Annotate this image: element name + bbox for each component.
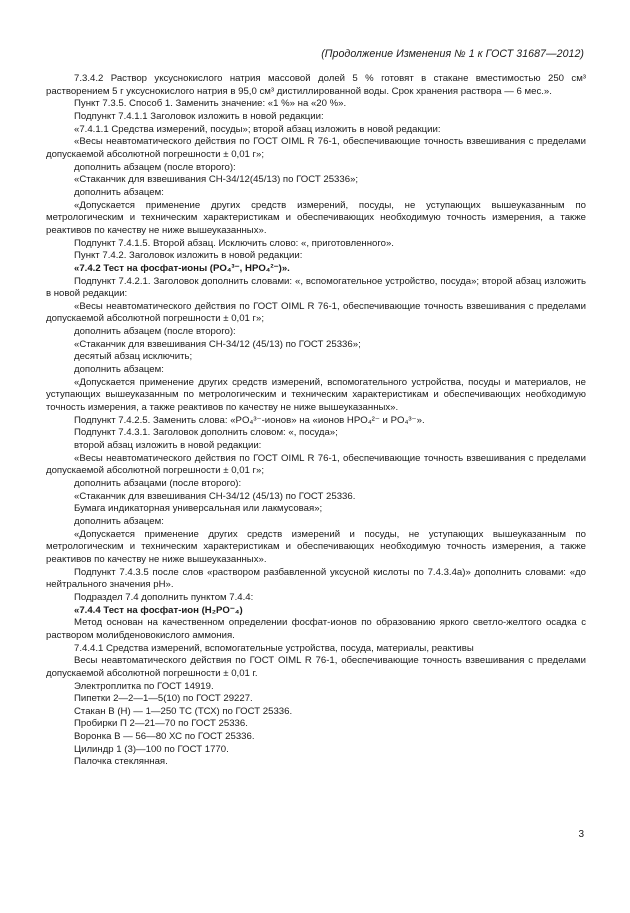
running-header: (Продолжение Изменения № 1 к ГОСТ 31687—2012) (321, 48, 584, 60)
paragraph: дополнить абзацем (после второго): (74, 161, 236, 173)
paragraph: Подпункт 7.4.1.5. Второй абзац. Исключить слово: «, приготовленного». (74, 237, 394, 249)
list-item: Пипетки 2—2—1—5(10) по ГОСТ 29227. (74, 693, 253, 705)
paragraph: дополнить абзацем (после второго): (74, 326, 236, 338)
list-item: Палочка стеклянная. (74, 756, 168, 768)
paragraph: дополнить абзацем: (74, 515, 164, 527)
page-number: 3 (578, 829, 584, 840)
paragraph: «Допускается применение других средств измерений, вспомогательного устройства, посуды и материалов, не уступающих вышеуказанным по метрологическим и техническим характеристикам и обеспечивающих необходимую точность измерения, а также реактивов по качеству не ниже вышеуказанных». (46, 376, 586, 414)
paragraph: 7.3.4.2 Раствор уксуснокислого натрия массовой долей 5 % готовят в стакане вместимостью 250 см³ растворением 5 г уксуснокислого натрия в 95,0 см³ дистиллированной воды. Срок хранения раствора — 6 мес.». (46, 73, 586, 97)
paragraph: Подпункт 7.4.3.5 после слов «раствором разбавленной уксусной кислоты по 7.4.3.4а)» дополнить словами: «до нейтрального значения рН». (46, 566, 586, 591)
paragraph: Пункт 7.4.2. Заголовок изложить в новой редакции: (74, 250, 303, 262)
document-body (46, 73, 586, 769)
paragraph: «Стаканчик для взвешивания СН-34/12 (45/13) по ГОСТ 25336. (74, 490, 356, 502)
paragraph: «Допускается применение других средств измерений, посуды, не уступающих вышеуказанным по метрологическим и техническим характеристикам и обеспечивающих необходимую точность измерения, а также реактивов по качеству не ниже вышеуказанных». (46, 199, 586, 236)
section-heading: «7.4.4 Тест на фосфат-ион (H₂PO⁻₄) (74, 604, 243, 616)
paragraph: дополнить абзацем: (74, 186, 164, 198)
paragraph: «Допускается применение других средств измерений и посуды, не уступающих вышеуказанным по метрологическим и техническим характеристикам и обеспечивающих необходимую точность измерения, а также реактивов по качеству не ниже вышеуказанных». (46, 528, 586, 565)
paragraph: Пункт 7.3.5. Способ 1. Заменить значение: «1 %» на «20 %». (74, 98, 347, 110)
list-item: Электроплитка по ГОСТ 14919. (74, 680, 214, 692)
paragraph: «Весы неавтоматического действия по ГОСТ OIML R 76-1, обеспечивающие точность взвешивания с пределами допускаемой абсолютной погрешности ± 0,01 г»; (46, 300, 586, 325)
paragraph: 7.4.4.1 Средства измерений, вспомогательные устройства, посуда, материалы, реактивы (74, 642, 474, 654)
paragraph: Бумага индикаторная универсальная или лакмусовая»; (74, 503, 323, 515)
paragraph: «Стаканчик для взвешивания СН-34/12(45/13) по ГОСТ 25336»; (74, 174, 359, 186)
paragraph: «Весы неавтоматического действия по ГОСТ OIML R 76-1, обеспечивающие точность взвешивания с пределами допускаемой абсолютной погрешности ± 0,01 г»; (46, 452, 586, 477)
list-item: Стакан В (Н) — 1—250 ТС (ТСХ) по ГОСТ 25336. (74, 705, 293, 717)
paragraph: второй абзац изложить в новой редакции: (74, 440, 262, 452)
paragraph: десятый абзац исключить; (74, 351, 193, 363)
paragraph: Подпункт 7.4.2.1. Заголовок дополнить словами: «, вспомогательное устройство, посуда»; второй абзац изложить в новой редакции: (46, 275, 586, 300)
paragraph: «Стаканчик для взвешивания СН-34/12 (45/13) по ГОСТ 25336»; (74, 338, 361, 350)
list-item: Воронка В — 56—80 ХС по ГОСТ 25336. (74, 731, 255, 743)
paragraph: Подпункт 7.4.1.1 Заголовок изложить в новой редакции: (74, 110, 324, 122)
paragraph: Весы неавтоматического действия по ГОСТ OIML R 76-1, обеспечивающие точность взвешивания с пределами допускаемой абсолютной погрешности ± 0,01 г. (46, 655, 586, 679)
paragraph: «Весы неавтоматического действия по ГОСТ OIML R 76-1, обеспечивающие точность взвешивания с пределами допускаемой абсолютной погрешности ± 0,01 г»; (46, 136, 586, 160)
paragraph: Подраздел 7.4 дополнить пунктом 7.4.4: (74, 591, 254, 603)
paragraph: «7.4.1.1 Средства измерений, посуды»; второй абзац изложить в новой редакции: (74, 123, 441, 135)
section-heading: «7.4.2 Тест на фосфат-ионы (PO₄³⁻, HPO₄²⁻)». (74, 262, 290, 274)
paragraph: Подпункт 7.4.2.5. Заменить слова: «PO₄³⁻-ионов» на «ионов HPO₄²⁻ и PO₄³⁻». (74, 414, 425, 426)
paragraph: дополнить абзацами (после второго): (74, 478, 242, 489)
paragraph: Подпункт 7.4.3.1. Заголовок дополнить словом: «, посуда»; (74, 427, 338, 439)
paragraph: дополнить абзацем: (74, 364, 164, 376)
list-item: Пробирки П 2—21—70 по ГОСТ 25336. (74, 718, 248, 730)
paragraph: Метод основан на качественном определении фосфат-ионов по образованию яркого светло-желтого осадка с раствором молибденовокислого аммония. (46, 617, 586, 641)
list-item: Цилиндр 1 (3)—100 по ГОСТ 1770. (74, 743, 229, 755)
